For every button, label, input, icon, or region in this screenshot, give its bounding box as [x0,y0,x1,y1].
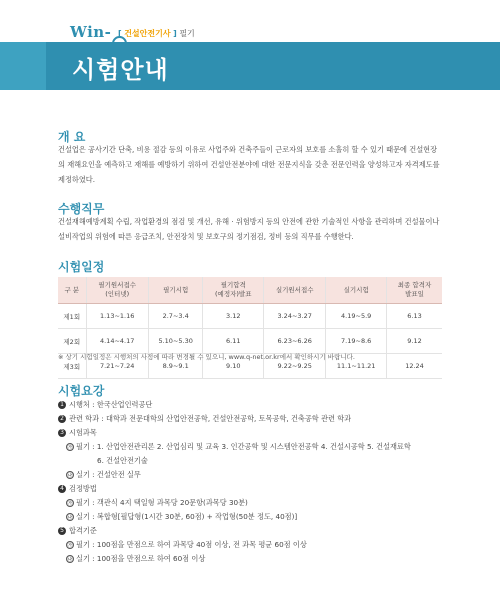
book-tag: [ 건설안전기사 ] 필기 [118,29,195,38]
requirements-heading: 시험요강 [58,384,105,398]
table-cell: 12.24 [387,354,443,379]
table-cell: 제1회 [58,304,86,329]
number-5-icon: 5 [58,527,66,535]
requirement-item-4a: ㉮ 필기 : 객관식 4지 택일형 과목당 20문항(과목당 30분) [67,498,248,507]
schedule-table [58,277,442,379]
table-cell: 9.10 [203,354,264,379]
table-cell: 4.14~4.17 [86,329,148,354]
col-header-written-apply: 필기원서접수 (인터넷) [86,277,148,304]
subitem-a-icon: ㉮ [67,543,73,549]
number-1-icon: 1 [58,401,66,409]
table-cell: 5.10~5.30 [148,329,203,354]
table-cell: 6.23~6.26 [264,329,326,354]
requirement-item-4: 4 검정방법 [58,482,97,496]
table-row [58,304,442,329]
overview-text: 건설업은 공사기간 단축, 비용 절감 등의 이유로 사업주와 건축주들이 근로자의 보호를 소홀히 할 수 있기 때문에 건설현장의 재해요인을 예측하고 재해를 예방하기 위하여 건설안전분야에 대한 전문지식을 갖춘 전문인력을 양성하고자 자격제도를 제정하였다. [58,145,440,184]
col-header-category: 구 분 [58,277,86,304]
col-header-written-exam: 필기시험 [148,277,203,304]
table-cell: 9.22~9.25 [264,354,326,379]
table-row [58,329,442,354]
number-4-icon: 4 [58,485,66,493]
requirement-item-1: 1 시행처 : 한국산업인력공단 [58,398,152,412]
number-2-icon: 2 [58,415,66,423]
title-accent [0,42,46,90]
table-cell: 3.24~3.27 [264,304,326,329]
duties-text: 건설재해예방계획 수립, 작업환경의 점검 및 개선, 유해 · 위험방지 등의 안전에 관한 기술적인 사항을 관리하며 건설물이나 설비작업의 위험에 따른 응급조치, 안전장치 및 보호구의 정기점검, 정비 등의 직무를 수행한다. [58,217,440,241]
requirement-item-5b: ㉯ 실기 : 100점을 만점으로 하여 60점 이상 [67,554,206,563]
table-cell: 3.12 [203,304,264,329]
subitem-a-icon: ㉮ [67,445,73,451]
requirement-item-3a-cont: 6. 건설안전기술 [97,456,148,465]
schedule-heading: 시험일정 [58,260,105,274]
number-3-icon: 3 [58,429,66,437]
table-cell: 1.13~1.16 [86,304,148,329]
table-cell: 2.7~3.4 [148,304,203,329]
col-header-written-result: 필기합격 (예정자)발표 [203,277,264,304]
brand-logo: Win- [70,23,127,50]
requirement-item-3a: ㉮ 필기 : 1. 산업안전관리론 2. 산업심리 및 교육 3. 인간공학 및 시스템안전공학 4. 건설시공학 5. 건설재료학 [67,442,411,451]
table-cell: 제2회 [58,329,86,354]
table-cell: 11.1~11.21 [326,354,387,379]
requirement-item-5a: ㉮ 필기 : 100점을 만점으로 하여 과목당 40점 이상, 전 과목 평균 60점 이상 [67,540,307,549]
subitem-b-icon: ㉯ [67,473,73,479]
requirement-item-4b: ㉯ 실기 : 복합형[필답형(1시간 30분, 60점) + 작업형(50분 정도, 40점)] [67,512,298,521]
table-cell: 7.21~7.24 [86,354,148,379]
subitem-b-icon: ㉯ [67,515,73,521]
requirement-item-5: 5 합격기준 [58,524,97,538]
requirement-item-3b: ㉯ 실기 : 건설안전 실무 [67,470,141,479]
page-header [0,0,500,40]
overview-heading: 개 요 [58,130,86,144]
schedule-note: ※ 상기 시험일정은 시행처의 사정에 따라 변경될 수 있으니, www.q-net.or.kr에서 확인하시기 바랍니다. [58,353,355,361]
col-header-practical-apply: 실기원서접수 [264,277,326,304]
duties-heading: 수행직무 [58,202,105,216]
subitem-b-icon: ㉯ [67,557,73,563]
table-cell: 6.11 [203,329,264,354]
col-header-practical-exam: 실기시험 [326,277,387,304]
page-title: 시험안내 [72,56,169,84]
table-cell: 8.9~9.1 [148,354,203,379]
col-header-final-result: 최종 합격자 발표일 [387,277,443,304]
requirement-item-2: 2 관련 학과 : 대학과 전문대학의 산업안전공학, 건설안전공학, 토목공학, 건축공학 관련 학과 [58,412,351,426]
table-cell: 9.12 [387,329,443,354]
table-cell: 6.13 [387,304,443,329]
schedule-header-row [58,277,442,304]
requirement-item-3: 3 시험과목 [58,426,97,440]
table-cell: 4.19~5.9 [326,304,387,329]
table-cell: 7.19~8.6 [326,329,387,354]
subitem-a-icon: ㉮ [67,501,73,507]
table-cell: 제3회 [58,354,86,379]
